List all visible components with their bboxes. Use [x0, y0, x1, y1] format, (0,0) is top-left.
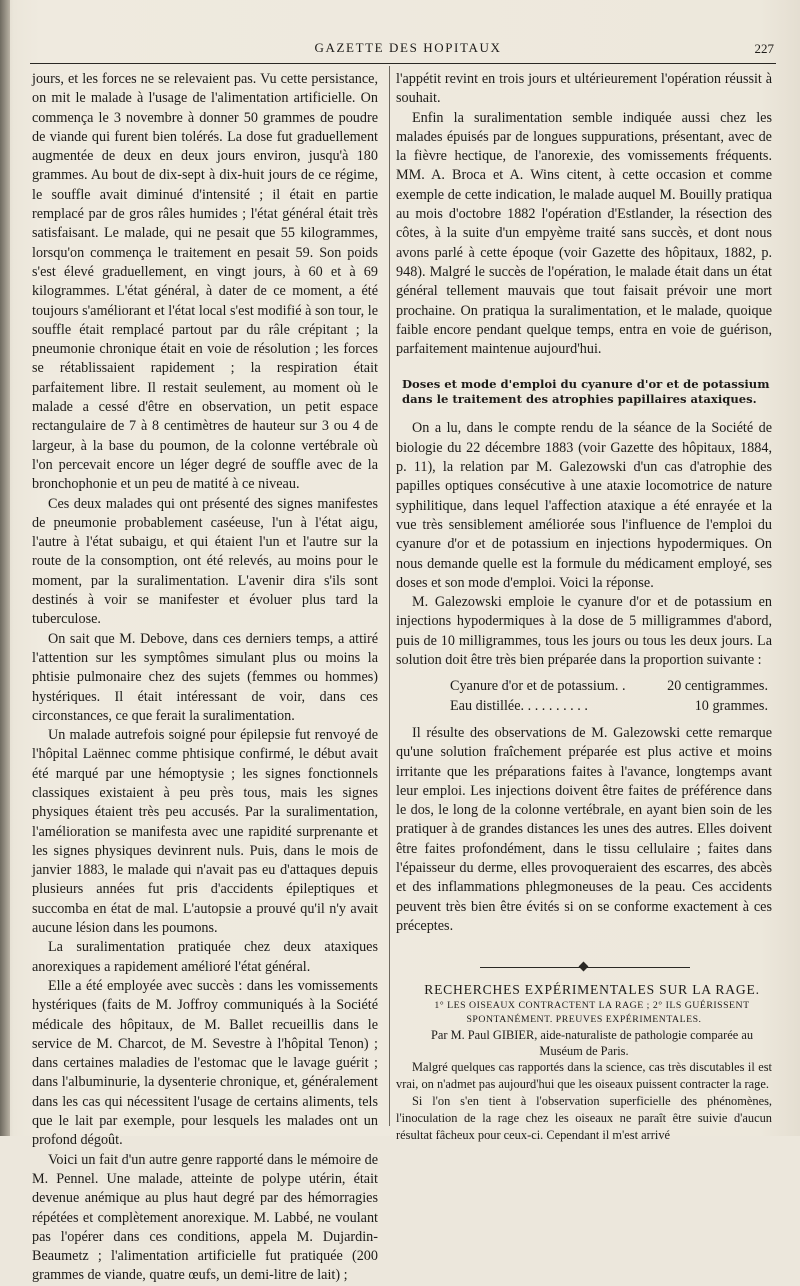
formula-ingredient: Eau distillée. . . . . . . . . .: [450, 697, 588, 714]
section-title: Doses et mode d'emploi du cyanure d'or et de potassium dans le traitement des atrophies papillaires ataxiques.: [402, 377, 770, 407]
binding-edge: [0, 0, 10, 1136]
formula-row: [396, 677, 772, 696]
paragraph: Ces deux malades qui ont présenté des signes manifestes de pneumonie probablement caséeuse, l'un à l'état aigu, l'autre à l'état subaigu, et qui étaient l'un et l'autre sur la route de la consomption, ont été relevés, au moins pour le moment, par la suralimentation. L'avenir dira s'ils sont destinés à voir se manifester et évoluer plus tard la tuberculose.: [32, 495, 378, 628]
paragraph: Si l'on s'en tient à l'observation superficielle des phénomènes, l'inoculation de la rage chez les oiseaux ne paraît être suivie d'aucun résultat fâcheux pour ceux-ci. Cependant il m'est arrivé: [396, 1094, 772, 1143]
paragraph: M. Galezowski emploie le cyanure d'or et de potassium en injections hypodermiques à la dose de 5 milligrammes d'abord, puis de 10 milligrammes, tous les jours ou tous les deux jours. La solution doit être très bien préparée dans la proportion suivante :: [396, 594, 772, 669]
paragraph: Malgré quelques cas rapportés dans la science, cas très discutables il est vrai, on n'admet pas aujourd'hui que les oiseaux puissent contracter la rage.: [396, 1060, 772, 1092]
formula-amount: 10 grammes.: [694, 697, 768, 714]
article-author: Par M. Paul GIBIER, aide-naturaliste de pathologie comparée au Muséum de Paris.: [430, 1028, 754, 1059]
paragraph: La suralimentation pratiquée chez deux ataxiques anorexiques a rapidement amélioré l'état général.: [32, 939, 378, 975]
paragraph: l'appétit revint en trois jours et ultérieurement l'opération réussit à souhait.: [396, 71, 772, 107]
paragraph: On a lu, dans le compte rendu de la séance de la Société de biologie du 22 décembre 1883 (voir Gazette des hôpitaux, 1884, p. 11), la relation par M. Galezowski d'un cas d'atrophie des papilles optiques consécutive à une ataxie locomotrice de nature syphilitique, dans lequel l'affection ataxique a été enrayée et la vue très sensiblement améliorée sous l'influence de l'emploi du cyanure d'or et de potassium en injections hypodermiques. On nous demande quelle est la formule du médicament employé, ses doses et son mode d'emploi. Voici la réponse.: [396, 420, 772, 591]
paragraph: On sait que M. Debove, dans ces derniers temps, a attiré l'attention sur les symptômes simulant plus ou moins la phtisie pulmonaire chez des sujets (femmes ou hommes) hystériques. Il était intéressant de voir, dans ces circonstances, ce que ferait la suralimentation.: [32, 630, 378, 724]
header-rule: [30, 63, 776, 64]
separator-diamond-icon: [579, 962, 589, 972]
column-divider: [389, 66, 390, 1126]
formula-row: [396, 697, 772, 716]
formula-amount: 20 centigrammes.: [667, 678, 768, 695]
paragraph: Un malade autrefois soigné pour épilepsie fut renvoyé de l'hôpital Laënnec comme phtisique confirmé, le début avait été marqué par une hémoptysie ; les signes fonctionnels classiques existaient à peu près tous, mais les signes physiques étaient très peu accusés. Par la suralimentation, l'amélioration se manifesta avec une rapidité surprenante et les signes physiques devinrent nuls. Puis, dans le mois de janvier 1883, le malade qui n'avait pas eu d'attaques depuis plusieurs années fut pris d'accidents épileptiques et succomba en état de mal. L'autopsie a prouvé qu'il n'y avait aucune lésion dans les poumons.: [32, 727, 378, 937]
page-number: 227: [754, 41, 774, 56]
paragraph: Voici un fait d'un autre genre rapporté dans le mémoire de M. Pennel. Une malade, atteinte de polype utérin, était devenue anémique au plus haut degré par des hémorragies répétées et complètement anorexique. M. Labbé, ne voulant pas l'opérer dans ces conditions, appela M. Dujardin-Beaumetz ; l'alimentation artificielle fut pratiquée (200 grammes de viande, quatre œufs, un demi-litre de lait) ;: [32, 1151, 378, 1284]
left-column: [32, 70, 378, 1286]
article-subtitle: 1° LES OISEAUX CONTRACTENT LA RAGE ; 2° ILS GUÉRISSENT SPONTANÉMENT. PREUVES EXPÉRIMENTALES.: [434, 1000, 750, 1026]
paragraph: Enfin la suralimentation semble indiquée aussi chez les malades épuisés par de longues suppurations, présentant, avec de la fièvre hectique, de l'anorexie, des vomissements fréquents. MM. A. Broca et A. Wins citent, à cette occasion et comme exemple de cette indication, le malade auquel M. Bouilly pratiqua au mois d'octobre 1882 l'opération d'Estlander, la résection des côtes, à la suite d'un empyème traité sans succès, et dont nous avons parlé à cette époque (voir Gazette des hôpitaux, 1882, p. 948). Malgré le succès de l'opération, le malade était dans un état général tellement mauvais que tout faisait prévoir une mort prochaine. On pratiqua la suralimentation, et le malade, quoique faible encore pendant quelque temps, entra en voie de guérison, parfaitement maintenue aujourd'hui.: [396, 109, 772, 358]
formula-ingredient: Cyanure d'or et de potassium. .: [450, 678, 626, 695]
formula: [396, 677, 772, 716]
right-column: [396, 70, 772, 1144]
paragraph: jours, et les forces ne se relevaient pas. Vu cette persistance, on mit le malade à l'usage de l'alimentation artificielle. On commença le 3 novembre à donner 50 grammes de poudre de viande qui furent bien tolérés. La dose fut graduellement augmentée de deux en deux jours environ, jusqu'à 180 grammes. Au bout de dix-sept à dix-huit jours de ce régime, le souffle avait diminué d'intensité ; il était en partie remplacé par de gros râles humides ; l'état général était très satisfaisant. Le malade, qui ne pesait que 55 kilogrammes, lorsqu'on commença le traitement en pesait 59. Son poids s'est élevé graduellement, en vingt jours, à 60 et à 69 kilogrammes. L'état général, à dater de ce moment, a été toujours s'améliorant et l'état local s'est modifié à son tour, le souffle était remplacé partout par du râle crépitant ; la pneumonie chronique était en voie de résolution ; les forces se rétablissaient rapidement ; la respiration était parfaitement libre. Il restait seulement, au moment où le malade a cessé d'être en observation, un petit espace rectangulaire de 7 à 8 centimètres de hauteur sur 3 ou 4 de largeur, à la base du poumon, de la colonne vertébrale où l'on percevait encore un léger degré de souffle avec de la bronchophonie et un peu de matité à ce niveau.: [32, 71, 378, 493]
paragraph: Elle a été employée avec succès : dans les vomissements hystériques (faits de M. Joffroy communiqués à la Société médicale des hôpitaux, de M. Ballet recueillis dans le service de M. Charcot, de M. Sevestre à l'hôpital Tenon) ; dans certaines maladies de l'estomac que le lavage guérit ; dans l'albuminurie, la dysenterie chronique, et, généralement dans les cas qui nécessitent l'usage de certains aliments, tels que le lait par exemple, pour lesquels les malades ont un profond dégoût.: [32, 977, 378, 1149]
ornamental-separator: [396, 960, 772, 974]
paragraph: Il résulte des observations de M. Galezowski cette remarque qu'une solution fraîchement préparée est plus active et moins irritante que les préparations faites à l'avance, longtemps avant leur emploi. Les injections doivent être faites de préférence dans le dos, le long de la colonne vertébrale, en ayant bien soin de les pratiquer à de grandes distances les unes des autres. Elles doivent être faites profondément, dans le tissu cellulaire ; faites dans l'épaisseur du derme, elles provoqueraient des escarres, des abcès et des inflammations phlegmoneuses de la peau. Ces accidents peuvent très bien être évités si on se conforme exactement à ces préceptes.: [396, 724, 772, 934]
article-title: RECHERCHES EXPÉRIMENTALES SUR LA RAGE.: [424, 982, 760, 998]
running-head: GAZETTE DES HOPITAUX: [314, 40, 502, 55]
